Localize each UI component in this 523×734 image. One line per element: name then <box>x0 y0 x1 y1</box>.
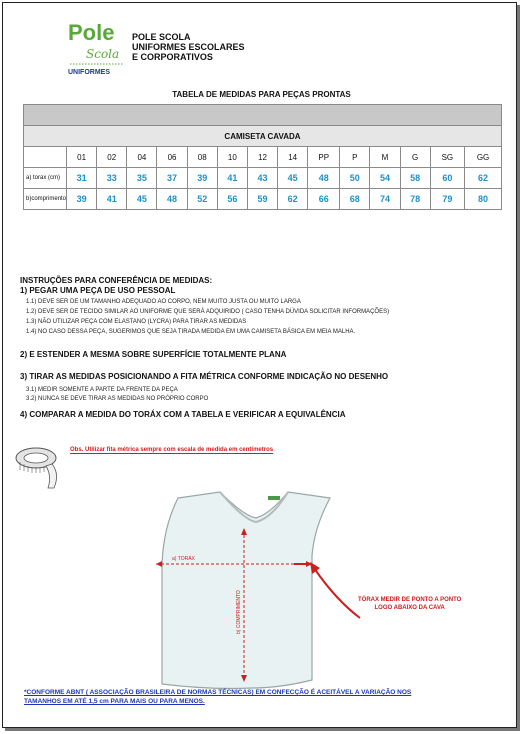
size-header: P <box>340 147 370 168</box>
step-1-4: 1.4) NO CASO DESSA PEÇA, SUGERIMOS QUE SEJA TIRADA MEDIDA EM UMA CAMISETA BÁSICA EM MEIA MALHA. <box>26 329 356 335</box>
table-cell: 45 <box>127 189 157 210</box>
svg-text:Scola: Scola <box>86 47 120 61</box>
step-1-2: 1.2) DEVE SER DE TECIDO SIMILAR AO UNIFORME QUE SERÁ ADQUIRIDO ( CASO TENHA DÚVIDA SOLICITAR INFORMAÇÕES) <box>26 309 390 315</box>
table-cell: 41 <box>97 189 127 210</box>
table-cell: 62 <box>465 168 502 189</box>
svg-text:b) COMPRIMENTO: b) COMPRIMENTO <box>236 590 242 634</box>
table-cell: 50 <box>340 168 370 189</box>
table-cell: 68 <box>340 189 370 210</box>
table-cell: 80 <box>465 189 502 210</box>
table-cell: 37 <box>157 168 187 189</box>
table-cell: 35 <box>127 168 157 189</box>
table-cell: 78 <box>400 189 430 210</box>
size-header: 14 <box>278 147 308 168</box>
callout-line-2: LOGO ABAIXO DA CAVA <box>374 605 445 611</box>
row-label: b)comprimento <box>24 189 67 210</box>
table-cell: 79 <box>430 189 464 210</box>
size-header: 08 <box>187 147 217 168</box>
step-4: 4) COMPARAR A MEDIDA DO TORÁX COM A TABELA E VERIFICAR A EQUIVALÊNCIA <box>20 410 346 419</box>
table-cell: 58 <box>400 168 430 189</box>
tape-note: Obs. Utilizar fita métrica sempre com escala de medida em centímetros <box>70 447 274 453</box>
table-cell: 56 <box>217 189 247 210</box>
table-cell: 59 <box>247 189 277 210</box>
size-header: 04 <box>127 147 157 168</box>
size-header: 02 <box>97 147 127 168</box>
svg-text:Pole: Pole <box>68 20 115 45</box>
brand-line-3: E CORPORATIVOS <box>132 52 213 62</box>
step-1-1: 1.1) DEVE SER DE UM TAMANHO ADEQUADO AO CORPO, NEM MUITO JUSTA OU MUITO LARGA <box>26 299 301 305</box>
size-header: 06 <box>157 147 187 168</box>
callout-arrow <box>296 560 366 630</box>
size-table <box>23 104 502 210</box>
table-cell: 74 <box>370 189 400 210</box>
table-cell: 45 <box>278 168 308 189</box>
size-header: GG <box>465 147 502 168</box>
pole-scola-logo <box>62 14 130 78</box>
table-top-band <box>24 105 502 126</box>
table-cell: 66 <box>308 189 340 210</box>
size-header: 12 <box>247 147 277 168</box>
footnote-line-2: TAMANHOS EM ATÉ 1,5 cm PARA MAIS OU PARA MENOS. <box>24 698 205 705</box>
size-header: 10 <box>217 147 247 168</box>
size-header: M <box>370 147 400 168</box>
header-corner <box>24 147 67 168</box>
step-3: 3) TIRAR AS MEDIDAS POSICIONANDO A FITA MÉTRICA CONFORME INDICAÇÃO NO DESENHO <box>20 372 389 381</box>
table-cell: 43 <box>247 168 277 189</box>
table-header-row <box>24 147 502 168</box>
table-cell: 48 <box>157 189 187 210</box>
footnote-line-1: *CONFORME ABNT ( ASSOCIAÇÃO BRASILEIRA DE NORMAS TÉCNICAS) EM CONFECÇÃO É ACEITÁVEL A VARIAÇÃO NOS <box>24 689 412 696</box>
table-cell: 31 <box>67 168 97 189</box>
brand-text <box>132 32 245 62</box>
step-1-3: 1.3) NÃO UTILIZAR PEÇA COM ELASTANO (LYCRA) PARA TIRAR AS MEDIDAS <box>26 319 247 325</box>
table-row-torax <box>24 168 502 189</box>
callout-line-1: TÓRAX MEDIR DE PONTO A PONTO <box>358 597 462 603</box>
instructions-heading: INSTRUÇÕES PARA CONFERÊNCIA DE MEDIDAS: <box>20 276 213 285</box>
table-cell: 39 <box>187 168 217 189</box>
table-cell: 48 <box>308 168 340 189</box>
brand-line-2: UNIFORMES ESCOLARES <box>132 42 245 52</box>
abnt-footnote <box>24 688 411 706</box>
table-cell: 39 <box>67 189 97 210</box>
size-header: SG <box>430 147 464 168</box>
step-1: 1) PEGAR UMA PEÇA DE USO PESSOAL <box>20 286 176 295</box>
step-3-2: 3.2) NUNCA SE DEVE TIRAR AS MEDIDAS NO PRÓPRIO CORPO <box>26 396 209 402</box>
size-header: PP <box>308 147 340 168</box>
svg-text:a) TORÁX: a) TORÁX <box>172 556 195 562</box>
model-name: CAMISETA CAVADA <box>24 126 502 147</box>
step-3-1: 3.1) MEDIR SOMENTE A PARTE DA FRENTE DA PEÇA <box>26 387 178 393</box>
table-cell: 60 <box>430 168 464 189</box>
table-cell: 62 <box>278 189 308 210</box>
torax-callout <box>358 596 461 612</box>
brand-line-1: POLE SCOLA <box>132 32 191 42</box>
table-cell: 41 <box>217 168 247 189</box>
table-cell: 33 <box>97 168 127 189</box>
size-header: G <box>400 147 430 168</box>
table-model-row <box>24 126 502 147</box>
table-cell: 54 <box>370 168 400 189</box>
measuring-tape-icon <box>14 444 68 492</box>
row-label: a) torax (cm) <box>24 168 67 189</box>
svg-text:UNIFORMES: UNIFORMES <box>68 69 110 76</box>
table-title: TABELA DE MEDIDAS PARA PEÇAS PRONTAS <box>172 90 351 99</box>
step-2: 2) E ESTENDER A MESMA SOBRE SUPERFÍCIE TOTALMENTE PLANA <box>20 350 287 359</box>
table-row-comprimento <box>24 189 502 210</box>
table-cell: 52 <box>187 189 217 210</box>
size-header: 01 <box>67 147 97 168</box>
